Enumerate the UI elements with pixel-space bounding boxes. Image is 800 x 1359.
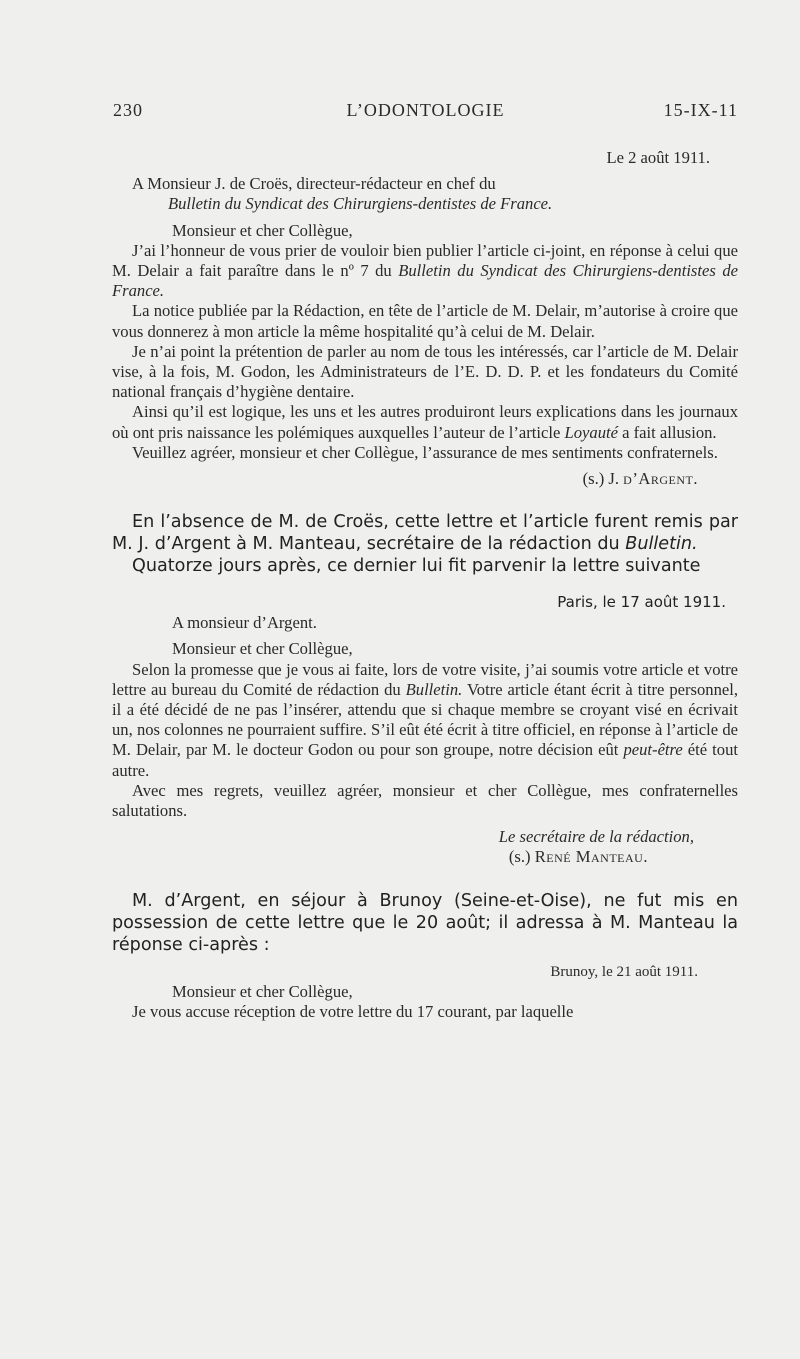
letter2-paragraph-1-italic-2: peut-être: [623, 740, 683, 760]
narration2-paragraph: M. d’Argent, en séjour à Brunoy (Seine-et-Oise), ne fut mis en possession de cette lettre que le 20 août; il adressa à M. Manteau la réponse ci-après :: [112, 890, 738, 955]
letter2-signature-title: Le secrétaire de la rédaction,: [498, 827, 694, 847]
narration1-paragraph-1: [112, 511, 738, 555]
page-number: 230: [113, 100, 143, 120]
letter1-paragraph-4-end: a fait allusion.: [617, 422, 717, 442]
letter1-addressee: [112, 174, 738, 214]
letter1-paragraph-4: [112, 402, 738, 442]
page-body: [112, 148, 738, 1022]
letter2-signature-prefix: (s.): [508, 847, 535, 867]
letter1-paragraph-2: La notice publiée par la Rédaction, en tête de l’article de M. Delair, m’autorise à croire que vous donnerez à mon article la même hospitalité qu’à celui de M. Delair.: [112, 301, 738, 341]
letter2-paragraph-1-end: été tout autre.: [112, 740, 739, 780]
letter1-signature-name: d’Argent.: [623, 469, 698, 489]
letter1-addressee-line1: A Monsieur J. de Croës, directeur-rédacteur en chef du: [132, 174, 496, 194]
narration1-paragraph-2: Quatorze jours après, ce dernier lui fit parvenir la lettre suivante: [132, 556, 701, 577]
letter2-paragraph-1-italic-1: Bulletin.: [405, 679, 463, 699]
letter1-signature-prefix: (s.) J.: [582, 469, 624, 489]
letter1-paragraph-4-text: Ainsi qu’il est logique, les uns et les autres produiront leurs explications dans les journaux où ont pris naissance les polémiques auxquelles l’auteur de l’article: [112, 402, 738, 442]
letter2-addressee: A monsieur d’Argent.: [172, 613, 317, 633]
letter2-paragraph-1: [112, 660, 738, 781]
letter3-date: Brunoy, le 21 août 1911.: [550, 963, 698, 980]
letter1-date: Le 2 août 1911.: [606, 148, 710, 167]
letter3-salutation: Monsieur et cher Collègue,: [172, 981, 353, 1001]
letter3-paragraph-1: Je vous accuse réception de votre lettre du 17 courant, par laquelle: [132, 1002, 574, 1022]
narration1-paragraph-1-text: En l’absence de M. de Croës, cette lettre et l’article furent remis par M. J. d’Argent à M. Manteau, secrétaire de la rédaction du: [112, 512, 738, 555]
narration1-paragraph-1-italic: Bulletin.: [625, 534, 698, 555]
letter1-paragraph-5: Veuillez agréer, monsieur et cher Collègue, l’assurance de mes sentiments confraternels.: [132, 442, 718, 462]
letter2-date: Paris, le 17 août 1911.: [557, 593, 726, 612]
letter2-paragraph-1-text: Selon la promesse que je vous ai faite, lors de votre visite, j’ai soumis votre article et votre lettre au bureau du Comité de rédaction du: [112, 659, 738, 699]
letter1-paragraph-1: [112, 241, 738, 302]
letter2-salutation: Monsieur et cher Collègue,: [172, 639, 353, 659]
issue-date: 15-IX-11: [663, 100, 738, 120]
letter1-paragraph-4-italic: Loyauté: [564, 422, 618, 442]
letter2-paragraph-1-middle: Votre article étant écrit à titre personnel, il a été décidé de ne pas l’insérer, attendu que si chaque membre se croyant visé en écrivait un, nos colonnes ne pourraient suffire. S’il eût été écrit à titre officiel, en réponse à l’article de M. Delair, par M. le docteur Godon ou pour son groupe, notre décision eût: [112, 679, 738, 760]
letter1-paragraph-3: Je n’ai point la prétention de parler au nom de tous les intéressés, car l’article de M. Delair vise, à la fois, M. Godon, les Administrateurs de l’E. D. D. P. et les fondateurs du Comité national français d’hygiène dentaire.: [112, 341, 738, 402]
letter1-paragraph-1-text: J’ai l’honneur de vous prier de vouloir bien publier l’article ci-joint, en réponse à celui que M. Delair a fait paraître dans le nº 7 du: [112, 240, 738, 281]
journal-title: L’ODONTOLOGIE: [346, 100, 505, 120]
letter1-salutation: Monsieur et cher Collègue,: [172, 220, 353, 240]
letter2-signature-name: René Manteau.: [534, 847, 648, 867]
letter2-paragraph-2: Avec mes regrets, veuillez agréer, monsieur et cher Collègue, mes confraternelles salutations.: [112, 780, 738, 821]
letter1-addressee-line2: Bulletin du Syndicat des Chirurgiens-dentistes de France.: [168, 194, 553, 214]
letter2-signature: [112, 847, 738, 867]
running-header: [113, 100, 738, 130]
letter1-paragraph-1-italic: Bulletin du Syndicat des Chirurgiens-dentistes de France.: [112, 261, 738, 301]
letter1-signature: [112, 469, 738, 489]
